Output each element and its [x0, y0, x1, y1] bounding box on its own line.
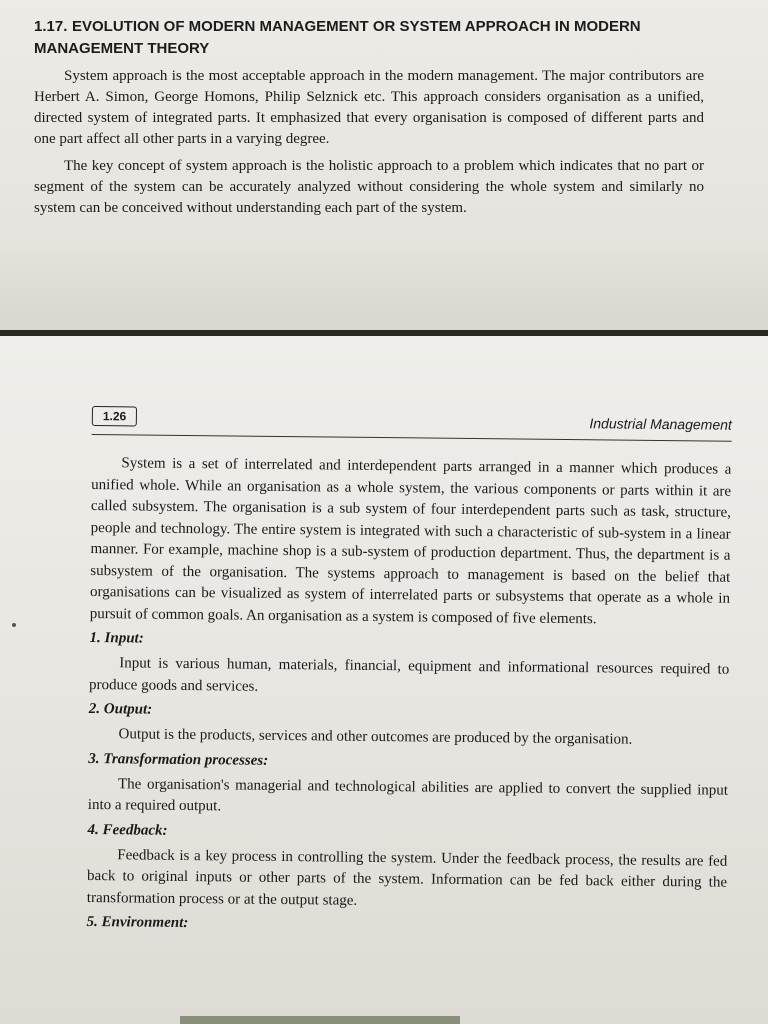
element-title-feedback: 4. Feedback: [87, 821, 168, 839]
section-number: 1.17. [34, 18, 68, 35]
running-header [92, 406, 732, 442]
section-title-line1: EVOLUTION OF MODERN MANAGEMENT OR SYSTEM APPROACH IN MODERN [72, 18, 641, 35]
bottom-page-content [86, 406, 732, 944]
page-speck [12, 623, 16, 627]
book-title: Industrial Management [589, 415, 732, 433]
intro-paragraph: System is a set of interrelated and interdependent parts arranged in a manner which produces a unified whole. While an organisation as a whole system, the various components or parts within it are called subsystem. The organisation is a sub system of four interdependent parts such as task, structure, people and technology. The entire system is integrated with such a characteristic of sub-system in a linear manner. For example, machine shop is a sub-system of production department. Thus, the department is a subsystem of the organisation. The systems approach to management is based on the belief that organisations can be visualized as system of interrelated parts or subsystems that operate as a whole in pursuit of common goals. An organisation as a system is composed of five elements. [89, 455, 732, 627]
element-title-input: 1. Input: [89, 629, 144, 647]
element-title-output: 2. Output: [88, 700, 153, 718]
bottom-page [0, 336, 768, 1024]
element-title-environment: 5. Environment: [86, 913, 189, 932]
element-text-input: Input is various human, materials, financial, equipment and informational resources required to produce goods and services. [88, 655, 730, 695]
element-text-transformation: The organisation's managerial and technological abilities are applied to convert the supplied input into a required output. [87, 775, 729, 815]
next-page-edge [180, 1016, 460, 1024]
element-text-output: Output is the products, services and other outcomes are produced by the organisation. [118, 726, 633, 748]
page-number-badge: 1.26 [92, 406, 138, 426]
paragraph-2: The key concept of system approach is the holistic approach to a problem which indicates that no part or segment of the system can be accurately analyzed without considering the whole system and similarly no system can be conceived without understanding each part of the system. [34, 158, 704, 216]
element-text-feedback: Feedback is a key process in controlling the system. Under the feedback process, the results are fed back to original inputs or other parts of the system. Information can be fed back either during the transformation process or at the output stage. [86, 846, 728, 909]
paragraph-1: System approach is the most acceptable approach in the modern management. The major contributors are Herbert A. Simon, George Homons, Philip Selznick etc. This approach considers organisation as a unified, directed system of integrated parts. It emphasized that every organisation is composed of different parts and one part affect all other parts in a varying degree. [34, 68, 704, 147]
top-page [0, 0, 768, 330]
top-page-content [34, 16, 704, 219]
section-heading [34, 16, 704, 38]
section-title-line2: MANAGEMENT THEORY [34, 40, 210, 57]
element-title-transformation: 3. Transformation processes: [88, 750, 269, 769]
